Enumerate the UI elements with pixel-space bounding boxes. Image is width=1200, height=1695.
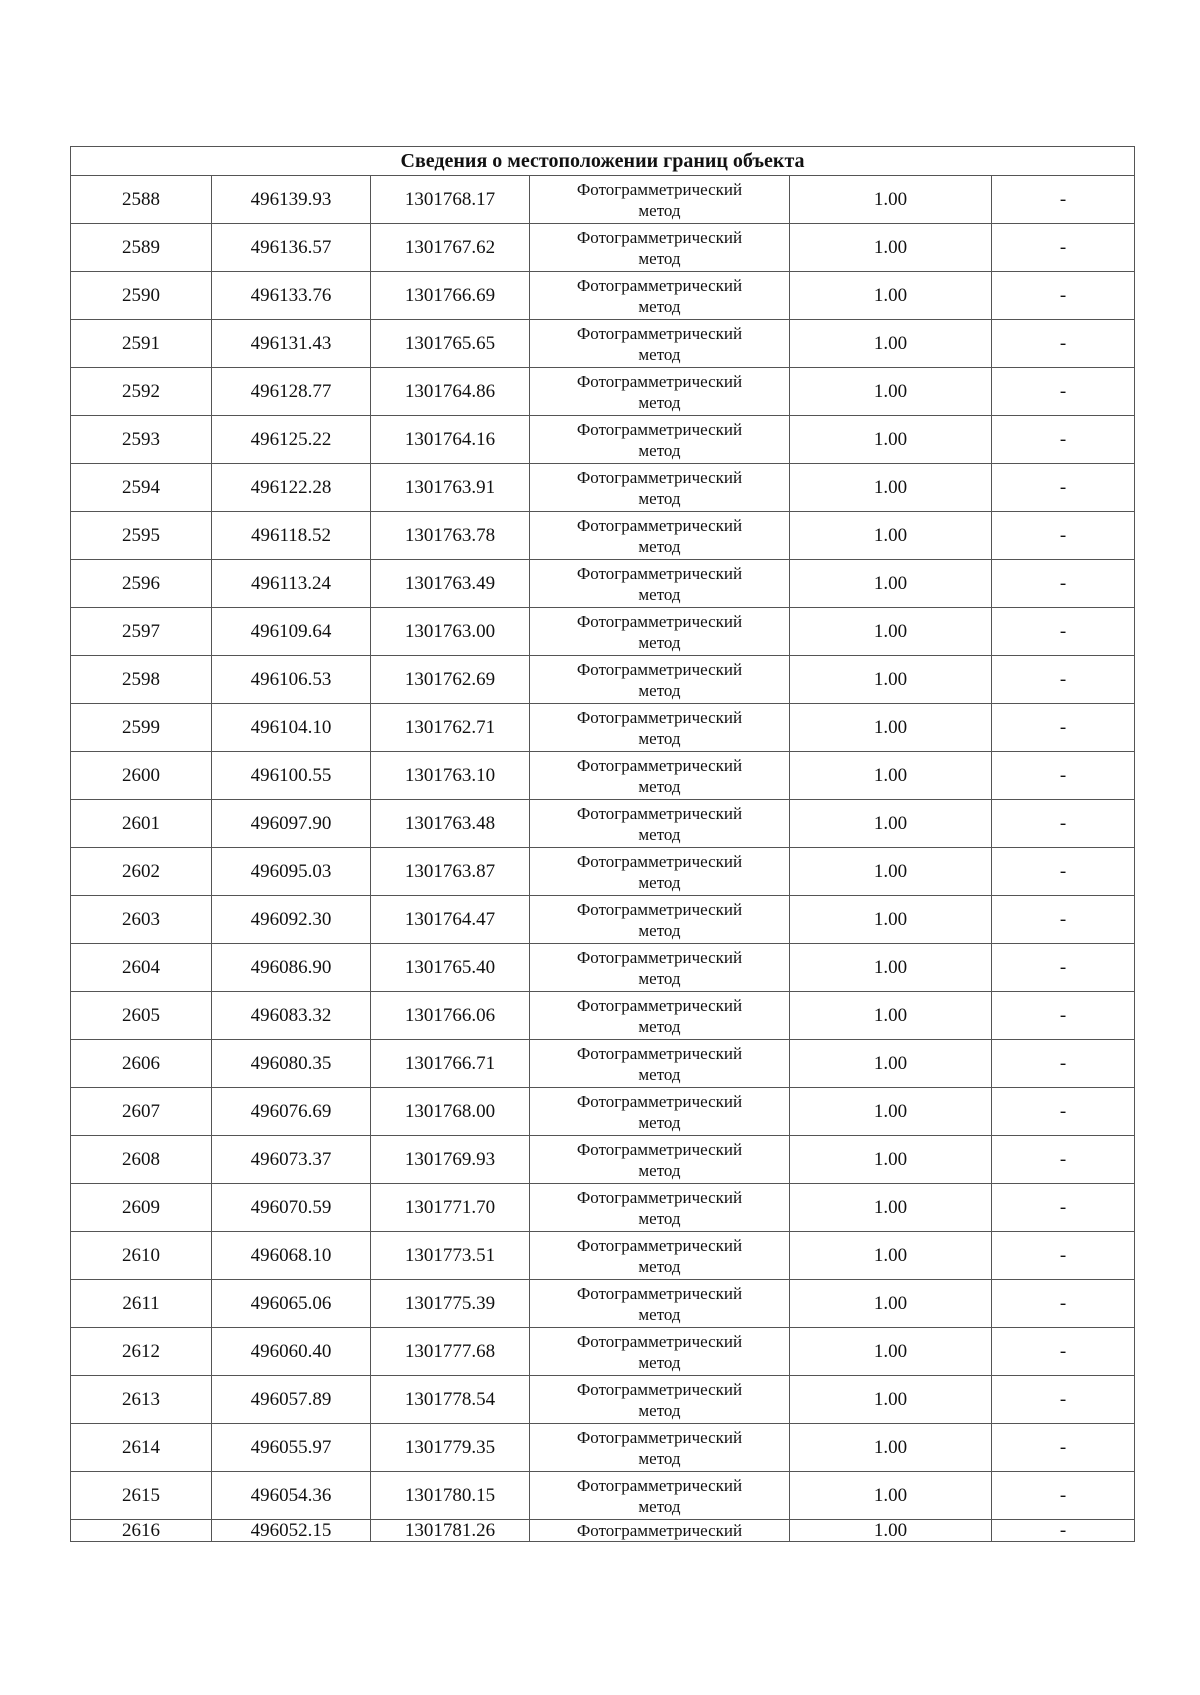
table-row	[71, 1472, 1135, 1520]
method-cell	[530, 992, 790, 1040]
method-line-1: Фотограмметрический	[576, 419, 743, 439]
method-line-1: Фотограмметрический	[576, 1139, 743, 1159]
table-row	[71, 992, 1135, 1040]
y-coordinate-cell: 1301766.06	[371, 992, 530, 1040]
point-number-cell: 2603	[71, 896, 212, 944]
point-number-cell: 2592	[71, 368, 212, 416]
accuracy-cell: 1.00	[790, 368, 992, 416]
accuracy-cell: 1.00	[790, 512, 992, 560]
method-line-2: метод	[638, 488, 681, 508]
y-coordinate-cell: 1301763.87	[371, 848, 530, 896]
accuracy-cell: 1.00	[790, 1232, 992, 1280]
accuracy-cell: 1.00	[790, 1424, 992, 1472]
table-row	[71, 272, 1135, 320]
accuracy-cell: 1.00	[790, 800, 992, 848]
note-cell: -	[992, 1232, 1135, 1280]
method-cell	[530, 1280, 790, 1328]
method-line-1: Фотограмметрический	[576, 1379, 743, 1399]
method-line-2: метод	[638, 440, 681, 460]
method-line-2: метод	[638, 728, 681, 748]
method-line-2: метод	[638, 248, 681, 268]
accuracy-cell: 1.00	[790, 1136, 992, 1184]
method-cell	[530, 656, 790, 704]
note-cell: -	[992, 1424, 1135, 1472]
point-number-cell: 2589	[71, 224, 212, 272]
method-line-1: Фотограмметрический	[576, 1187, 743, 1207]
method-line-1: Фотограмметрический	[576, 899, 743, 919]
method-cell	[530, 1472, 790, 1520]
x-coordinate-cell: 496083.32	[212, 992, 371, 1040]
table-row	[71, 1280, 1135, 1328]
note-cell: -	[992, 1280, 1135, 1328]
y-coordinate-cell: 1301775.39	[371, 1280, 530, 1328]
method-line-2: метод	[638, 1208, 681, 1228]
method-cell	[530, 1184, 790, 1232]
table-row	[71, 1136, 1135, 1184]
y-coordinate-cell: 1301781.26	[371, 1520, 530, 1542]
y-coordinate-cell: 1301762.71	[371, 704, 530, 752]
method-line-2: метод	[638, 920, 681, 940]
method-cell	[530, 1424, 790, 1472]
method-line-1: Фотограмметрический	[576, 275, 743, 295]
table-title: Сведения о местоположении границ объекта	[71, 147, 1135, 176]
y-coordinate-cell: 1301768.00	[371, 1088, 530, 1136]
x-coordinate-cell: 496054.36	[212, 1472, 371, 1520]
note-cell: -	[992, 1184, 1135, 1232]
point-number-cell: 2611	[71, 1280, 212, 1328]
note-cell: -	[992, 1040, 1135, 1088]
method-cell	[530, 320, 790, 368]
method-line-1: Фотограмметрический	[576, 1331, 743, 1351]
note-cell: -	[992, 512, 1135, 560]
accuracy-cell: 1.00	[790, 1472, 992, 1520]
x-coordinate-cell: 496100.55	[212, 752, 371, 800]
accuracy-cell: 1.00	[790, 608, 992, 656]
point-number-cell: 2594	[71, 464, 212, 512]
x-coordinate-cell: 496070.59	[212, 1184, 371, 1232]
point-number-cell: 2612	[71, 1328, 212, 1376]
x-coordinate-cell: 496080.35	[212, 1040, 371, 1088]
x-coordinate-cell: 496109.64	[212, 608, 371, 656]
y-coordinate-cell: 1301764.16	[371, 416, 530, 464]
y-coordinate-cell: 1301765.65	[371, 320, 530, 368]
table-row	[71, 1520, 1135, 1542]
accuracy-cell: 1.00	[790, 752, 992, 800]
table-row	[71, 224, 1135, 272]
method-line-2: метод	[638, 680, 681, 700]
note-cell: -	[992, 224, 1135, 272]
method-line-2: метод	[638, 1448, 681, 1468]
table-row	[71, 656, 1135, 704]
method-line-1: Фотограмметрический	[576, 707, 743, 727]
point-number-cell: 2615	[71, 1472, 212, 1520]
method-cell	[530, 704, 790, 752]
method-line-2: метод	[638, 1400, 681, 1420]
note-cell: -	[992, 1472, 1135, 1520]
note-cell: -	[992, 944, 1135, 992]
accuracy-cell: 1.00	[790, 272, 992, 320]
method-line-2: метод	[638, 1304, 681, 1324]
y-coordinate-cell: 1301763.48	[371, 800, 530, 848]
method-cell	[530, 368, 790, 416]
method-line-2: метод	[638, 968, 681, 988]
y-coordinate-cell: 1301769.93	[371, 1136, 530, 1184]
table-row	[71, 608, 1135, 656]
method-cell	[530, 608, 790, 656]
table-row	[71, 368, 1135, 416]
point-number-cell: 2591	[71, 320, 212, 368]
method-line-1: Фотограмметрический	[576, 755, 743, 775]
method-cell	[530, 1520, 790, 1542]
point-number-cell: 2599	[71, 704, 212, 752]
point-number-cell: 2595	[71, 512, 212, 560]
method-line-2: метод	[638, 1160, 681, 1180]
point-number-cell: 2609	[71, 1184, 212, 1232]
point-number-cell: 2600	[71, 752, 212, 800]
method-line-1: Фотограмметрический	[576, 1043, 743, 1063]
table-row	[71, 464, 1135, 512]
method-line-2: метод	[638, 1112, 681, 1132]
method-cell	[530, 272, 790, 320]
table-row	[71, 1184, 1135, 1232]
method-cell	[530, 176, 790, 224]
table-row	[71, 704, 1135, 752]
method-line-1: Фотограмметрический	[576, 467, 743, 487]
note-cell: -	[992, 896, 1135, 944]
point-number-cell: 2597	[71, 608, 212, 656]
boundary-table	[70, 146, 1135, 1542]
x-coordinate-cell: 496106.53	[212, 656, 371, 704]
x-coordinate-cell: 496065.06	[212, 1280, 371, 1328]
method-line-2: метод	[638, 632, 681, 652]
accuracy-cell: 1.00	[790, 464, 992, 512]
method-line-1: Фотограмметрический	[576, 851, 743, 871]
x-coordinate-cell: 496122.28	[212, 464, 371, 512]
method-cell	[530, 416, 790, 464]
method-cell	[530, 464, 790, 512]
point-number-cell: 2616	[71, 1520, 212, 1542]
method-line-1: Фотограмметрический	[576, 1427, 743, 1447]
point-number-cell: 2598	[71, 656, 212, 704]
method-line-1: Фотограмметрический	[576, 563, 743, 583]
method-line-2: метод	[638, 1064, 681, 1084]
accuracy-cell: 1.00	[790, 560, 992, 608]
table-row	[71, 320, 1135, 368]
point-number-cell: 2613	[71, 1376, 212, 1424]
y-coordinate-cell: 1301773.51	[371, 1232, 530, 1280]
note-cell: -	[992, 704, 1135, 752]
method-line-2: метод	[638, 1016, 681, 1036]
y-coordinate-cell: 1301763.91	[371, 464, 530, 512]
method-cell	[530, 1328, 790, 1376]
x-coordinate-cell: 496073.37	[212, 1136, 371, 1184]
method-line-2: метод	[638, 1352, 681, 1372]
table-row	[71, 1424, 1135, 1472]
point-number-cell: 2596	[71, 560, 212, 608]
method-cell	[530, 800, 790, 848]
method-line-1: Фотограмметрический	[576, 179, 743, 199]
x-coordinate-cell: 496104.10	[212, 704, 371, 752]
point-number-cell: 2608	[71, 1136, 212, 1184]
note-cell: -	[992, 800, 1135, 848]
accuracy-cell: 1.00	[790, 1520, 992, 1542]
x-coordinate-cell: 496136.57	[212, 224, 371, 272]
x-coordinate-cell: 496113.24	[212, 560, 371, 608]
accuracy-cell: 1.00	[790, 320, 992, 368]
note-cell: -	[992, 560, 1135, 608]
x-coordinate-cell: 496097.90	[212, 800, 371, 848]
accuracy-cell: 1.00	[790, 1088, 992, 1136]
point-number-cell: 2605	[71, 992, 212, 1040]
accuracy-cell: 1.00	[790, 1040, 992, 1088]
note-cell: -	[992, 656, 1135, 704]
note-cell: -	[992, 1520, 1135, 1542]
table-row	[71, 1040, 1135, 1088]
point-number-cell: 2602	[71, 848, 212, 896]
x-coordinate-cell: 496055.97	[212, 1424, 371, 1472]
x-coordinate-cell: 496092.30	[212, 896, 371, 944]
accuracy-cell: 1.00	[790, 1328, 992, 1376]
method-line-1: Фотограмметрический	[576, 995, 743, 1015]
point-number-cell: 2614	[71, 1424, 212, 1472]
y-coordinate-cell: 1301763.10	[371, 752, 530, 800]
x-coordinate-cell: 496057.89	[212, 1376, 371, 1424]
point-number-cell: 2604	[71, 944, 212, 992]
table-row	[71, 1232, 1135, 1280]
x-coordinate-cell: 496139.93	[212, 176, 371, 224]
method-line-2: метод	[638, 344, 681, 364]
x-coordinate-cell: 496118.52	[212, 512, 371, 560]
x-coordinate-cell: 496133.76	[212, 272, 371, 320]
method-line-1: Фотограмметрический	[576, 1235, 743, 1255]
method-line-1: Фотограмметрический	[576, 803, 743, 823]
y-coordinate-cell: 1301763.78	[371, 512, 530, 560]
table-title-row	[71, 147, 1135, 176]
method-line-1: Фотограмметрический	[576, 323, 743, 343]
method-cell	[530, 1040, 790, 1088]
method-line-1: Фотограмметрический	[576, 515, 743, 535]
x-coordinate-cell: 496095.03	[212, 848, 371, 896]
point-number-cell: 2593	[71, 416, 212, 464]
note-cell: -	[992, 848, 1135, 896]
note-cell: -	[992, 1376, 1135, 1424]
y-coordinate-cell: 1301766.71	[371, 1040, 530, 1088]
method-line-1: Фотограмметрический	[576, 227, 743, 247]
method-line-1: Фотограмметрический	[576, 947, 743, 967]
note-cell: -	[992, 1136, 1135, 1184]
table-row	[71, 512, 1135, 560]
y-coordinate-cell: 1301764.86	[371, 368, 530, 416]
accuracy-cell: 1.00	[790, 992, 992, 1040]
point-number-cell: 2590	[71, 272, 212, 320]
table-row	[71, 896, 1135, 944]
method-cell	[530, 1088, 790, 1136]
note-cell: -	[992, 272, 1135, 320]
x-coordinate-cell: 496068.10	[212, 1232, 371, 1280]
accuracy-cell: 1.00	[790, 176, 992, 224]
accuracy-cell: 1.00	[790, 896, 992, 944]
method-line-1: Фотограмметрический	[576, 1475, 743, 1495]
accuracy-cell: 1.00	[790, 416, 992, 464]
y-coordinate-cell: 1301768.17	[371, 176, 530, 224]
method-line-2: метод	[638, 872, 681, 892]
y-coordinate-cell: 1301780.15	[371, 1472, 530, 1520]
note-cell: -	[992, 176, 1135, 224]
method-cell	[530, 1136, 790, 1184]
table-row	[71, 1328, 1135, 1376]
point-number-cell: 2588	[71, 176, 212, 224]
method-cell	[530, 1376, 790, 1424]
note-cell: -	[992, 1088, 1135, 1136]
table-row	[71, 944, 1135, 992]
method-line-1: Фотограмметрический	[576, 659, 743, 679]
y-coordinate-cell: 1301779.35	[371, 1424, 530, 1472]
x-coordinate-cell: 496086.90	[212, 944, 371, 992]
method-cell	[530, 896, 790, 944]
accuracy-cell: 1.00	[790, 1280, 992, 1328]
x-coordinate-cell: 496125.22	[212, 416, 371, 464]
method-line-2: метод	[638, 824, 681, 844]
accuracy-cell: 1.00	[790, 656, 992, 704]
note-cell: -	[992, 992, 1135, 1040]
accuracy-cell: 1.00	[790, 848, 992, 896]
note-cell: -	[992, 320, 1135, 368]
x-coordinate-cell: 496052.15	[212, 1520, 371, 1542]
note-cell: -	[992, 608, 1135, 656]
method-line-1: Фотограмметрический	[576, 611, 743, 631]
y-coordinate-cell: 1301766.69	[371, 272, 530, 320]
y-coordinate-cell: 1301767.62	[371, 224, 530, 272]
table-row	[71, 1088, 1135, 1136]
method-line-2: метод	[638, 584, 681, 604]
y-coordinate-cell: 1301771.70	[371, 1184, 530, 1232]
point-number-cell: 2610	[71, 1232, 212, 1280]
y-coordinate-cell: 1301765.40	[371, 944, 530, 992]
x-coordinate-cell: 496128.77	[212, 368, 371, 416]
method-cell	[530, 1232, 790, 1280]
y-coordinate-cell: 1301762.69	[371, 656, 530, 704]
point-number-cell: 2606	[71, 1040, 212, 1088]
accuracy-cell: 1.00	[790, 1184, 992, 1232]
accuracy-cell: 1.00	[790, 944, 992, 992]
method-cell	[530, 512, 790, 560]
table-row	[71, 800, 1135, 848]
method-line-2: метод	[638, 536, 681, 556]
method-cell	[530, 944, 790, 992]
accuracy-cell: 1.00	[790, 704, 992, 752]
note-cell: -	[992, 464, 1135, 512]
method-line-1: Фотограмметрический	[576, 1521, 743, 1540]
table-body	[71, 147, 1135, 1542]
accuracy-cell: 1.00	[790, 1376, 992, 1424]
note-cell: -	[992, 1328, 1135, 1376]
x-coordinate-cell: 496060.40	[212, 1328, 371, 1376]
table-row	[71, 176, 1135, 224]
table-row	[71, 752, 1135, 800]
method-cell	[530, 560, 790, 608]
method-line-2: метод	[638, 392, 681, 412]
accuracy-cell: 1.00	[790, 224, 992, 272]
note-cell: -	[992, 368, 1135, 416]
method-cell	[530, 224, 790, 272]
method-line-2: метод	[638, 1256, 681, 1276]
x-coordinate-cell: 496076.69	[212, 1088, 371, 1136]
method-line-1: Фотограмметрический	[576, 371, 743, 391]
table-row	[71, 560, 1135, 608]
note-cell: -	[992, 416, 1135, 464]
table-row	[71, 848, 1135, 896]
y-coordinate-cell: 1301777.68	[371, 1328, 530, 1376]
method-line-2: метод	[638, 296, 681, 316]
method-cell	[530, 848, 790, 896]
method-line-1: Фотограмметрический	[576, 1283, 743, 1303]
method-line-1: Фотограмметрический	[576, 1091, 743, 1111]
point-number-cell: 2601	[71, 800, 212, 848]
y-coordinate-cell: 1301763.49	[371, 560, 530, 608]
x-coordinate-cell: 496131.43	[212, 320, 371, 368]
y-coordinate-cell: 1301778.54	[371, 1376, 530, 1424]
method-line-2: метод	[638, 200, 681, 220]
y-coordinate-cell: 1301764.47	[371, 896, 530, 944]
table-row	[71, 1376, 1135, 1424]
y-coordinate-cell: 1301763.00	[371, 608, 530, 656]
method-line-2: метод	[638, 776, 681, 796]
method-cell	[530, 752, 790, 800]
point-number-cell: 2607	[71, 1088, 212, 1136]
method-line-2: метод	[638, 1496, 681, 1516]
note-cell: -	[992, 752, 1135, 800]
table-row	[71, 416, 1135, 464]
